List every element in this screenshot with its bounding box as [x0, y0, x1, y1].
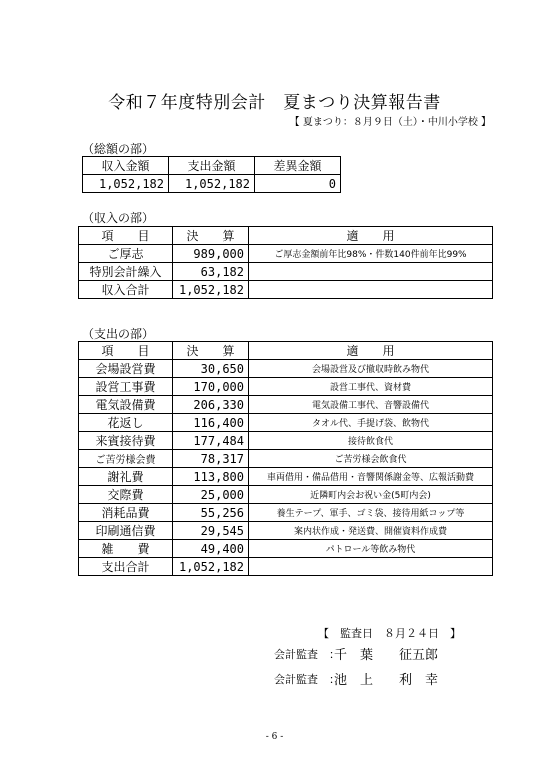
income-row: [79, 245, 493, 263]
income-total-amount: 1,052,182: [173, 281, 249, 299]
summary-header-expense: 支出金額: [169, 157, 255, 175]
income-item: 特別会計繰入: [79, 263, 173, 281]
income-note: ご厚志金額前年比98%・件数140件前年比99%: [249, 245, 493, 263]
expense-note: 案内状作成・発送費、開催資料作成費: [249, 522, 493, 540]
income-total-row: [79, 281, 493, 299]
income-header-note: 適 用: [249, 227, 493, 245]
summary-income-value: 1,052,182: [83, 175, 169, 193]
income-row: [79, 263, 493, 281]
expense-amount: 177,484: [173, 432, 249, 450]
expense-header-amount: 決 算: [173, 342, 249, 360]
income-section-label: （収入の部）: [82, 211, 155, 225]
auditor-1-name: 千 葉 征五郎: [334, 648, 439, 663]
expense-total-note: [249, 558, 493, 576]
expense-note: 接待飲食代: [249, 432, 493, 450]
expense-note: 近隣町内会お祝い金(5町内会): [249, 486, 493, 504]
expense-header-item: 項 目: [79, 342, 173, 360]
expense-note: タオル代、手提げ袋、飲物代: [249, 414, 493, 432]
expense-item: 謝礼費: [79, 468, 173, 486]
expense-amount: 206,330: [173, 396, 249, 414]
expense-header-row: [79, 342, 493, 360]
expense-row: [79, 468, 493, 486]
expense-item: 花返し: [79, 414, 173, 432]
expense-section-label: （支出の部）: [82, 327, 155, 341]
expense-item: 電気設備費: [79, 396, 173, 414]
expense-note: パトロール等飲み物代: [249, 540, 493, 558]
expense-note: 設営工事代、資材費: [249, 378, 493, 396]
summary-header-difference: 差異金額: [255, 157, 341, 175]
summary-section-label: （総額の部）: [82, 142, 155, 156]
expense-table: [78, 341, 493, 576]
income-header-row: [79, 227, 493, 245]
income-amount: 63,182: [173, 263, 249, 281]
auditor-1-label: 会計監査 ：: [274, 648, 340, 661]
expense-item: 交際費: [79, 486, 173, 504]
expense-row: [79, 522, 493, 540]
expense-row: [79, 414, 493, 432]
expense-row: [79, 450, 493, 468]
summary-difference-value: 0: [255, 175, 341, 193]
expense-note: 養生テープ、軍手、ゴミ袋、接待用紙コップ等: [249, 504, 493, 522]
expense-amount: 29,545: [173, 522, 249, 540]
expense-row: [79, 504, 493, 522]
expense-total-amount: 1,052,182: [173, 558, 249, 576]
summary-expense-value: 1,052,182: [169, 175, 255, 193]
expense-amount: 116,400: [173, 414, 249, 432]
expense-item: 印刷通信費: [79, 522, 173, 540]
expense-row: [79, 396, 493, 414]
expense-amount: 113,800: [173, 468, 249, 486]
income-total-label: 収入合計: [79, 281, 173, 299]
income-total-note: [249, 281, 493, 299]
expense-total-label: 支出合計: [79, 558, 173, 576]
expense-amount: 78,317: [173, 450, 249, 468]
expense-item: 来賓接待費: [79, 432, 173, 450]
expense-note: ご苦労様会飲食代: [249, 450, 493, 468]
expense-amount: 25,000: [173, 486, 249, 504]
summary-value-row: [83, 175, 341, 193]
expense-row: [79, 432, 493, 450]
expense-row: [79, 540, 493, 558]
expense-item: 会場設営費: [79, 360, 173, 378]
expense-note: 車両借用・備品借用・音響関係謝金等、広報活動費: [249, 468, 493, 486]
expense-note: 会場設営及び撤収時飲み物代: [249, 360, 493, 378]
expense-header-note: 適 用: [249, 342, 493, 360]
summary-header-row: [83, 157, 341, 175]
page-number: - 6 -: [265, 732, 284, 742]
expense-total-row: [79, 558, 493, 576]
expense-note: 電気設備工事代、音響設備代: [249, 396, 493, 414]
expense-item: 雑 費: [79, 540, 173, 558]
expense-amount: 170,000: [173, 378, 249, 396]
income-note: [249, 263, 493, 281]
income-amount: 989,000: [173, 245, 249, 263]
expense-item: 設営工事費: [79, 378, 173, 396]
expense-item: 消耗品費: [79, 504, 173, 522]
income-item: ご厚志: [79, 245, 173, 263]
expense-amount: 49,400: [173, 540, 249, 558]
income-header-item: 項 目: [79, 227, 173, 245]
audit-date: 【 監査日 ８月２４日 】: [318, 627, 461, 640]
income-table: [78, 226, 493, 299]
expense-row: [79, 486, 493, 504]
expense-row: [79, 378, 493, 396]
auditor-2-name: 池 上 利 幸: [334, 673, 439, 688]
expense-amount: 55,256: [173, 504, 249, 522]
event-info: 【 夏まつり：８月９日（土）・中川小学校 】: [289, 117, 491, 128]
income-header-amount: 決 算: [173, 227, 249, 245]
expense-row: [79, 360, 493, 378]
document-title: 令和７年度特別会計 夏まつり決算報告書: [108, 93, 441, 113]
expense-item: ご苦労様会費: [79, 450, 173, 468]
summary-table: [82, 156, 341, 193]
summary-header-income: 収入金額: [83, 157, 169, 175]
expense-amount: 30,650: [173, 360, 249, 378]
auditor-2-label: 会計監査 ：: [274, 673, 340, 686]
